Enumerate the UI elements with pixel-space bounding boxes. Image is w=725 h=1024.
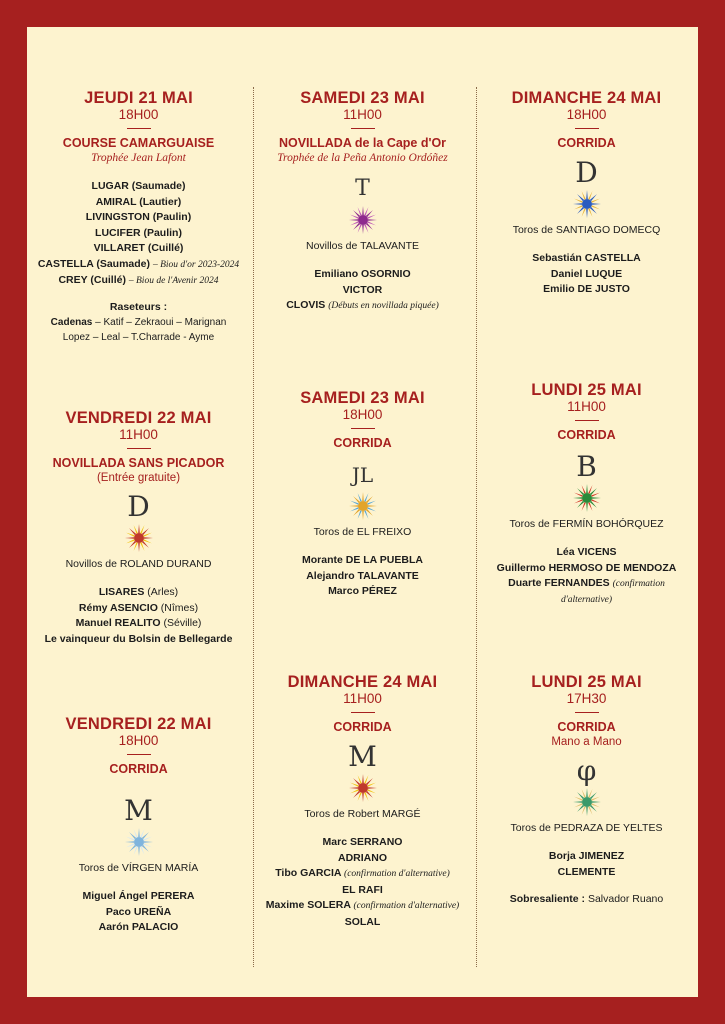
sun-ray — [586, 484, 588, 493]
event-time: 11H00 — [119, 427, 158, 442]
sun-core — [358, 501, 368, 511]
sun-core — [582, 199, 592, 209]
sun-ray — [586, 503, 588, 512]
separator — [127, 754, 151, 755]
event-subtitle: Mano a Mano — [551, 736, 622, 748]
event-time: 17H30 — [566, 691, 607, 706]
event-time: 11H00 — [343, 107, 382, 122]
event-date: VENDREDI 22 MAI — [65, 715, 212, 733]
participant-list — [475, 251, 698, 298]
sun-core — [134, 533, 144, 543]
participant: LUCIFER (Paulin) — [95, 226, 182, 239]
separator — [575, 128, 599, 129]
fer-m-icon: M — [124, 794, 153, 827]
raseteurs-line: Lopez – Leal – T.Charrade - Ayme — [62, 331, 215, 343]
event-time: 18H00 — [342, 407, 383, 422]
event-date: SAMEDI 23 MAI — [300, 389, 425, 407]
sun-ray — [591, 497, 600, 499]
sun-ray — [362, 206, 364, 215]
raseteurs-heading: Raseteurs : — [109, 300, 168, 313]
column-3 — [475, 27, 698, 997]
sun-ray — [143, 537, 152, 539]
event-date: JEUDI 21 MAI — [84, 89, 193, 107]
event-type: CORRIDA — [557, 136, 616, 150]
fer-d-icon: D — [127, 490, 150, 523]
ganaderia-emblem — [343, 459, 383, 521]
participant: EL RAFI — [342, 883, 383, 896]
event-subtitle: Trophée de la Peña Antonio Ordóñez — [277, 152, 448, 164]
participant-list — [251, 835, 474, 930]
event-type: CORRIDA — [333, 436, 392, 450]
participant: Miguel Ángel PERERA — [82, 890, 195, 902]
sobresaliente: Sobresaliente : Salvador Ruano — [509, 893, 664, 905]
sun-ray — [586, 807, 588, 816]
fer-phi-icon: φ — [576, 754, 597, 787]
sun-ray — [349, 219, 358, 221]
event-type: CORRIDA — [557, 428, 616, 442]
separator — [575, 420, 599, 421]
event-type: COURSE CAMARGUAISE — [62, 136, 215, 150]
event-time: 18H00 — [566, 107, 607, 122]
participant-list — [27, 889, 250, 936]
sun-ray — [591, 801, 600, 803]
participant: Marc SERRANO — [322, 836, 403, 848]
sun-emblem-icon — [572, 189, 602, 219]
sun-ray — [367, 787, 376, 789]
event-lundi-25-corrida-matin — [475, 381, 698, 607]
event-subtitle: (Entrée gratuite) — [96, 472, 181, 484]
sun-ray — [367, 219, 376, 221]
participant: VILLARET (Cuillé) — [93, 242, 184, 254]
event-type: CORRIDA — [333, 720, 392, 734]
ganaderia-name: Toros de EL FREIXO — [313, 526, 412, 538]
participant: CREY (Cuillé) – Biou de l'Avenir 2024 — [58, 274, 219, 286]
fer-d-crown-icon: D — [575, 156, 598, 189]
participant: Maxime SOLERA (confirmation d'alternative) — [265, 899, 460, 911]
sun-emblem-icon — [348, 205, 378, 235]
participant: Sebastián CASTELLA — [532, 252, 641, 264]
event-vendredi-22-corrida — [27, 715, 250, 936]
sun-ray — [362, 511, 364, 520]
event-date: LUNDI 25 MAI — [531, 381, 642, 399]
event-type: CORRIDA — [109, 762, 168, 776]
sun-ray — [138, 543, 140, 552]
event-time: 18H00 — [118, 107, 159, 122]
separator — [127, 128, 151, 129]
sun-core — [358, 215, 368, 225]
column-2 — [251, 27, 474, 997]
participant: Paco UREÑA — [105, 905, 172, 918]
participant: Emilio DE JUSTO — [543, 283, 630, 295]
event-date: VENDREDI 22 MAI — [65, 409, 212, 427]
sun-ray — [362, 774, 364, 783]
event-subtitle: Trophée Jean Lafont — [91, 152, 186, 164]
participant: Le vainqueur du Bolsin de Bellegarde — [44, 632, 233, 645]
participant: CLEMENTE — [557, 865, 616, 878]
sun-emblem-icon — [572, 483, 602, 513]
ganaderia-emblem — [343, 741, 383, 803]
program-page — [27, 27, 698, 997]
sun-ray — [362, 492, 364, 501]
participant: Manuel REALITO (Séville) — [75, 617, 202, 629]
fer-m-crown-icon: M — [348, 740, 377, 773]
participant-list — [27, 179, 250, 290]
ganaderia-name: Novillos de ROLAND DURAND — [65, 558, 212, 570]
event-date: SAMEDI 23 MAI — [300, 89, 425, 107]
sun-ray — [367, 505, 376, 507]
raseteurs-line: Cadenas – Katif – Zekraoui – Marignan — [50, 316, 227, 328]
sun-core — [358, 783, 368, 793]
ganaderia-name: Toros de VÍRGEN MARÍA — [78, 862, 199, 874]
ganaderia-name: Toros de Robert MARGÉ — [304, 808, 421, 820]
sun-ray — [349, 787, 358, 789]
event-lundi-25-corrida-soir — [475, 673, 698, 908]
participant: Emiliano OSORNIO — [314, 268, 411, 280]
participant-list — [251, 267, 474, 315]
ganaderia-name: Toros de PEDRAZA DE YELTES — [510, 822, 663, 834]
sun-ray — [138, 524, 140, 533]
ganaderia-emblem — [119, 795, 159, 857]
event-vendredi-22-novillada — [27, 409, 250, 647]
participant: CASTELLA (Saumade) – Biou d'or 2023-2024 — [37, 257, 240, 270]
participant: AMIRAL (Lautier) — [95, 195, 182, 208]
sun-core — [582, 797, 592, 807]
participant: ADRIANO — [338, 851, 387, 864]
participant: LIVINGSTON (Paulin) — [85, 211, 192, 223]
ganaderia-emblem — [567, 755, 607, 817]
event-dimanche-24-corrida-matin — [251, 673, 474, 930]
event-date: DIMANCHE 24 MAI — [287, 673, 438, 691]
event-type: CORRIDA — [557, 720, 616, 734]
event-time: 18H00 — [118, 733, 159, 748]
participant: Tibo GARCIA (confirmation d'alternative) — [275, 867, 450, 879]
separator — [351, 712, 375, 713]
event-time: 11H00 — [343, 691, 382, 706]
sun-ray — [138, 847, 140, 856]
sun-ray — [586, 209, 588, 218]
event-date: LUNDI 25 MAI — [531, 673, 642, 691]
participant: SOLAL — [344, 915, 381, 928]
sun-ray — [586, 788, 588, 797]
ganaderia-emblem — [119, 491, 159, 553]
ganaderia-name: Toros de SANTIAGO DOMECQ — [512, 224, 661, 236]
participant-note: d'alternative) — [560, 594, 613, 605]
participant: Morante DE LA PUEBLA — [302, 554, 423, 566]
sun-ray — [125, 841, 134, 843]
participant: Léa VICENS — [556, 546, 617, 558]
event-jeudi-21-course — [27, 89, 250, 345]
sun-ray — [591, 203, 600, 205]
participant: CLOVIS (Débuts en novillada piquée) — [286, 299, 439, 311]
sun-ray — [362, 793, 364, 802]
participant: LISARES (Arles) — [98, 586, 179, 598]
sun-ray — [573, 203, 582, 205]
participant: Daniel LUQUE — [550, 267, 623, 280]
participant: Borja JIMENEZ — [548, 850, 625, 862]
fer-mt-icon: T — [355, 176, 370, 201]
participant-list — [475, 849, 698, 880]
ganaderia-emblem — [567, 451, 607, 513]
event-dimanche-24-corrida-soir — [475, 89, 698, 298]
separator — [351, 428, 375, 429]
event-type: NOVILLADA SANS PICADOR — [52, 456, 225, 470]
event-samedi-23-corrida — [251, 389, 474, 600]
participant-list — [475, 545, 698, 607]
sun-ray — [573, 497, 582, 499]
event-samedi-23-novillada — [251, 89, 474, 315]
participant-list — [27, 585, 250, 647]
event-date: DIMANCHE 24 MAI — [511, 89, 662, 107]
sun-ray — [586, 190, 588, 199]
event-time: 11H00 — [567, 399, 606, 414]
separator — [351, 128, 375, 129]
ganaderia-emblem — [567, 157, 607, 219]
participant: Aarón PALACIO — [98, 921, 179, 933]
sun-ray — [349, 505, 358, 507]
participant: VICTOR — [342, 283, 383, 296]
sun-emblem-icon — [348, 491, 378, 521]
sun-ray — [362, 225, 364, 234]
ganaderia-emblem — [343, 173, 383, 235]
sun-ray — [573, 801, 582, 803]
sun-emblem-icon — [572, 787, 602, 817]
sun-emblem-icon — [124, 523, 154, 553]
fer-b-icon: B — [576, 450, 597, 483]
sun-emblem-icon — [124, 827, 154, 857]
fer-jl-icon: JL — [351, 463, 374, 487]
separator — [127, 448, 151, 449]
sun-core — [582, 493, 592, 503]
participant: Duarte FERNANDES (confirmation — [508, 577, 665, 589]
participant: LUGAR (Saumade) — [91, 180, 186, 192]
separator — [575, 712, 599, 713]
participant: Alejandro TALAVANTE — [306, 569, 419, 582]
participant-list — [251, 553, 474, 600]
sun-emblem-icon — [348, 773, 378, 803]
sun-ray — [138, 828, 140, 837]
participant: Guillermo HERMOSO DE MENDOZA — [496, 561, 677, 574]
sun-ray — [125, 537, 134, 539]
ganaderia-name: Novillos de TALAVANTE — [305, 240, 419, 252]
sun-ray — [143, 841, 152, 843]
sun-core — [134, 837, 144, 847]
participant: Marco PÉREZ — [328, 585, 397, 597]
event-type: NOVILLADA de la Cape d'Or — [278, 136, 447, 150]
participant: Rémy ASENCIO (Nîmes) — [78, 601, 199, 614]
column-1 — [27, 27, 250, 997]
ganaderia-name: Toros de FERMÍN BOHÓRQUEZ — [509, 518, 664, 530]
